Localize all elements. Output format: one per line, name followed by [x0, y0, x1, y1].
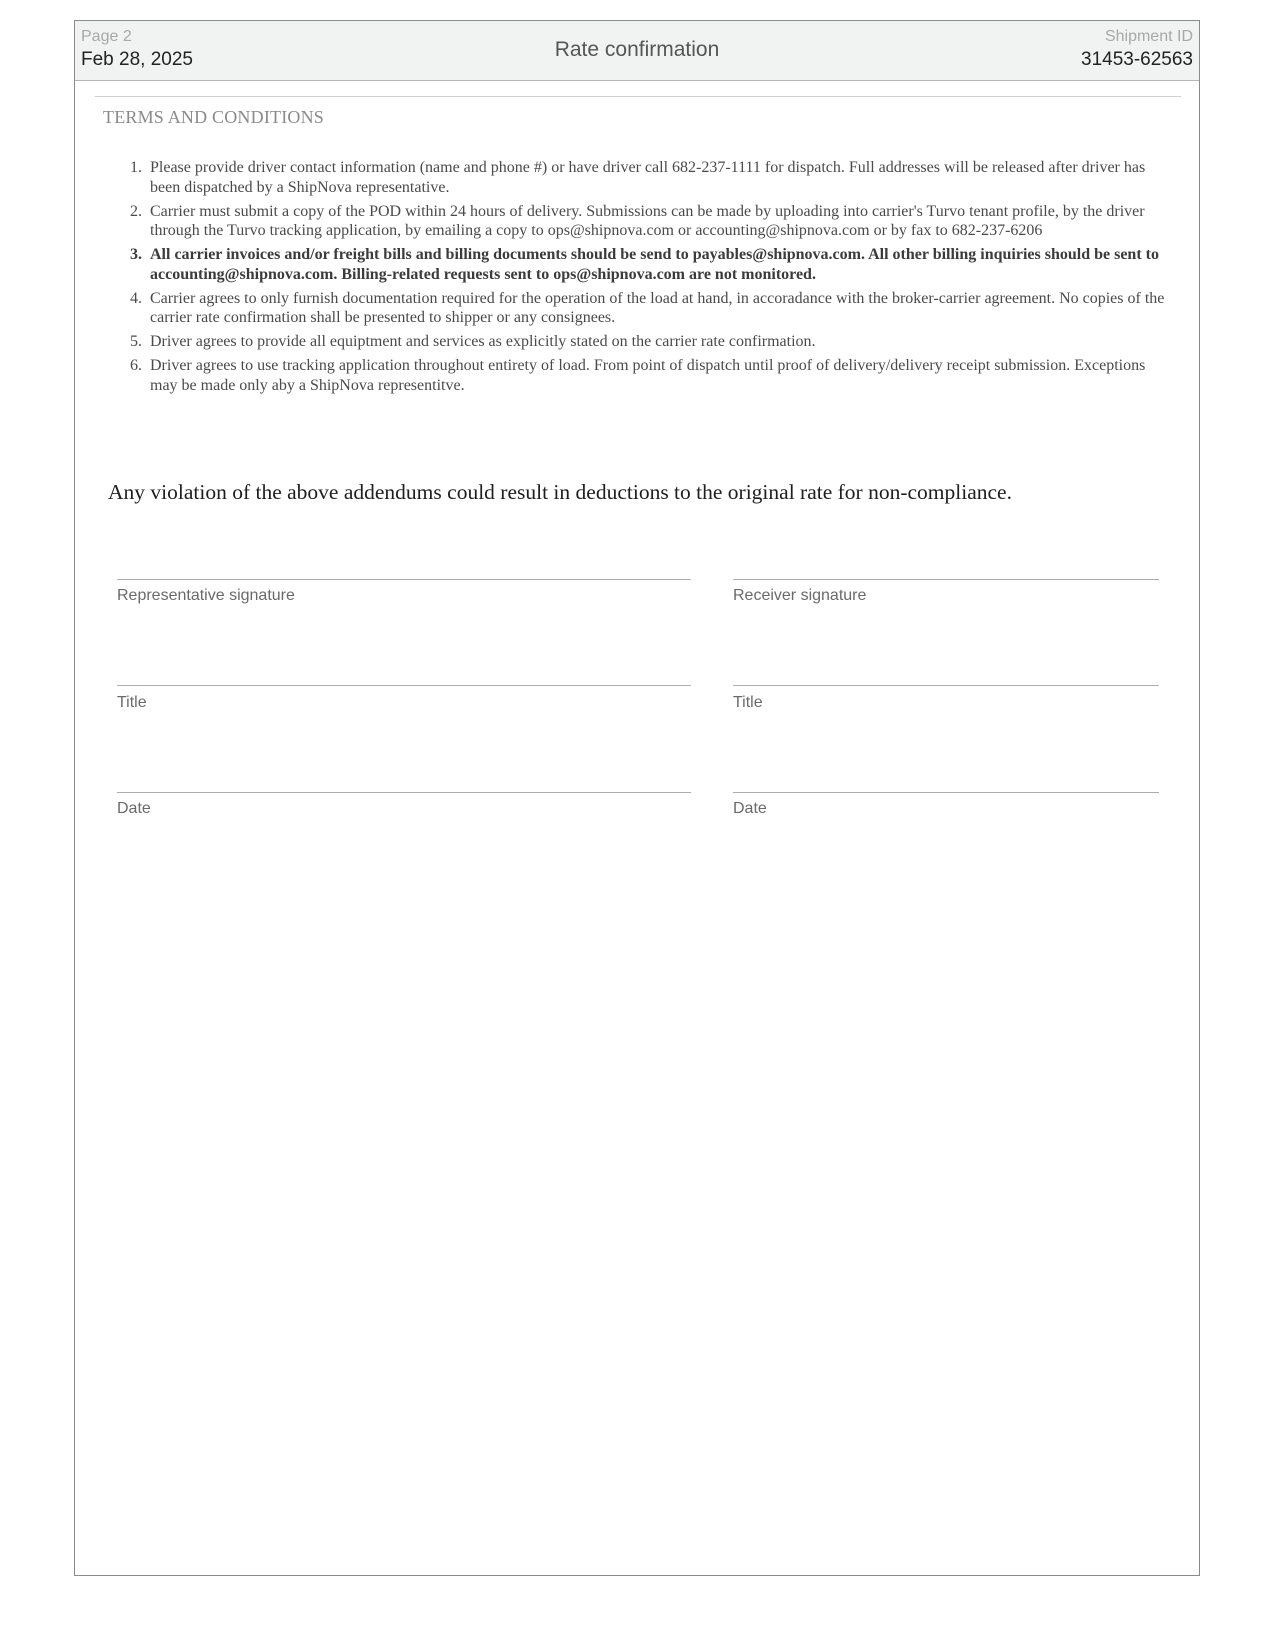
- representative-signature-line[interactable]: [117, 579, 691, 580]
- page-number: Page 2: [81, 28, 132, 45]
- section-divider: [95, 96, 1181, 97]
- receiver-date-label: Date: [733, 800, 767, 817]
- receiver-date-line[interactable]: [733, 792, 1159, 793]
- representative-date-label: Date: [117, 800, 151, 817]
- receiver-signature-label: Receiver signature: [733, 587, 867, 604]
- representative-date-line[interactable]: [117, 792, 691, 793]
- representative-title-label: Title: [117, 694, 147, 711]
- header-right: [1081, 27, 1193, 73]
- violation-notice: Any violation of the above addendums could result in deductions to the original rate for non-compliance.: [108, 480, 1012, 504]
- terms-heading: TERMS AND CONDITIONS: [103, 107, 325, 127]
- terms-list: [116, 158, 1176, 400]
- terms-item: 5. Driver agrees to provide all equiptment and services as explicitly stated on the carrier rate confirmation.: [146, 332, 1176, 352]
- receiver-title-label: Title: [733, 694, 763, 711]
- shipment-id-label: Shipment ID: [1104, 28, 1193, 45]
- terms-item: 3. All carrier invoices and/or freight bills and billing documents should be send to payables@shipnova.com. All other billing inquiries should be sent to accounting@shipnova.com. Billing-related requests sent to ops@shipnova.com are not monitored.: [146, 245, 1176, 284]
- shipment-id-value: 31453-62563: [1081, 49, 1193, 70]
- document-date: Feb 28, 2025: [81, 49, 193, 70]
- receiver-title-line[interactable]: [733, 685, 1159, 686]
- page-title: Rate confirmation: [554, 38, 720, 61]
- terms-item: 1. Please provide driver contact information (name and phone #) or have driver call 682-237-1111 for dispatch. Full addresses will be released after driver has been dispatched by a ShipNova representative.: [146, 158, 1176, 197]
- terms-item: 2. Carrier must submit a copy of the POD within 24 hours of delivery. Submissions can be made by uploading into carrier's Turvo tenant profile, by the driver through the Turvo tracking application, by emailing a copy to ops@shipnova.com or accounting@shipnova.com or by fax to 682-237-6206: [146, 202, 1176, 241]
- terms-item: 6. Driver agrees to use tracking application throughout entirety of load. From point of dispatch until proof of delivery/delivery receipt submission. Exceptions may be made only aby a ShipNova representitve.: [146, 356, 1176, 395]
- terms-item: 4. Carrier agrees to only furnish documentation required for the operation of the load at hand, in accoradance with the broker-carrier agreement. No copies of the carrier rate confirmation shall be presented to shipper or any consignees.: [146, 289, 1176, 328]
- representative-signature-label: Representative signature: [117, 587, 295, 604]
- document-page: [74, 20, 1200, 1576]
- receiver-signature-line[interactable]: [733, 579, 1159, 580]
- page-header: [75, 21, 1199, 81]
- representative-title-line[interactable]: [117, 685, 691, 686]
